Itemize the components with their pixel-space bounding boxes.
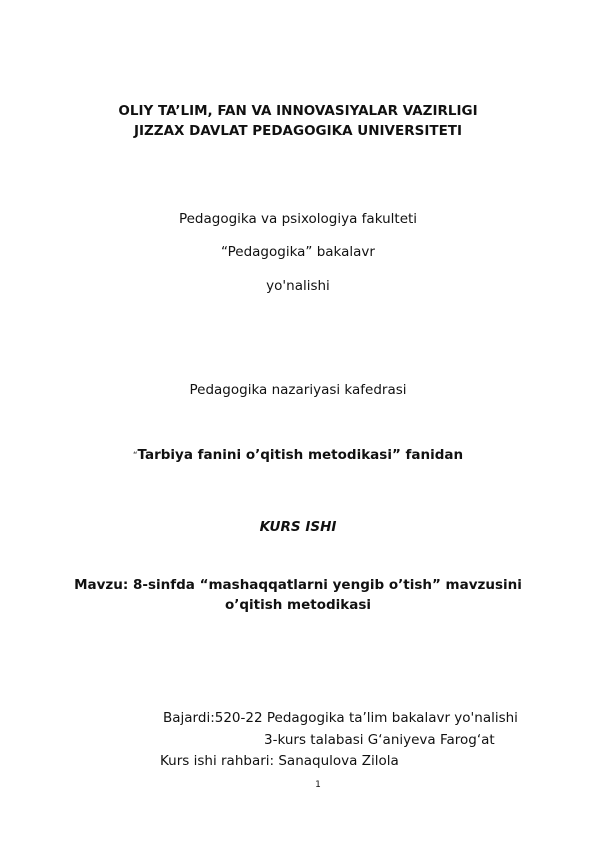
subject-line: [0, 446, 596, 465]
supervisor-line: Kurs ishi rahbari: Sanaqulova Zilola: [160, 753, 399, 769]
page-number: 1: [315, 780, 321, 790]
faculty-name: Pedagogika va psixologiya fakulteti: [178, 211, 418, 227]
subject-open-quote: “: [132, 451, 138, 461]
program-direction: yo'nalishi: [266, 278, 330, 294]
department-name: Pedagogika nazariyasi kafedrasi: [189, 382, 407, 398]
topic-line-1: Mavzu: 8-sinfda “mashaqqatlarni yengib o’tish” mavzusini: [74, 577, 522, 593]
work-type: KURS ISHI: [259, 519, 337, 535]
ministry-title: OLIY TA’LIM, FAN VA INNOVASIYALAR VAZIRLIGI: [118, 103, 478, 119]
topic-line-2: o’qitish metodikasi: [224, 597, 372, 613]
subject-text: Tarbiya fanini o’qitish metodikasi” fanidan: [137, 447, 464, 463]
author-line-1: Bajardi:520-22 Pedagogika ta’lim bakalavr yo'nalishi: [163, 710, 518, 726]
program-name: “Pedagogika” bakalavr: [221, 244, 375, 260]
author-line-2: 3-kurs talabasi G‘aniyeva Farog‘at: [264, 732, 495, 748]
university-title: JIZZAX DAVLAT PEDAGOGIKA UNIVERSITETI: [133, 123, 463, 139]
